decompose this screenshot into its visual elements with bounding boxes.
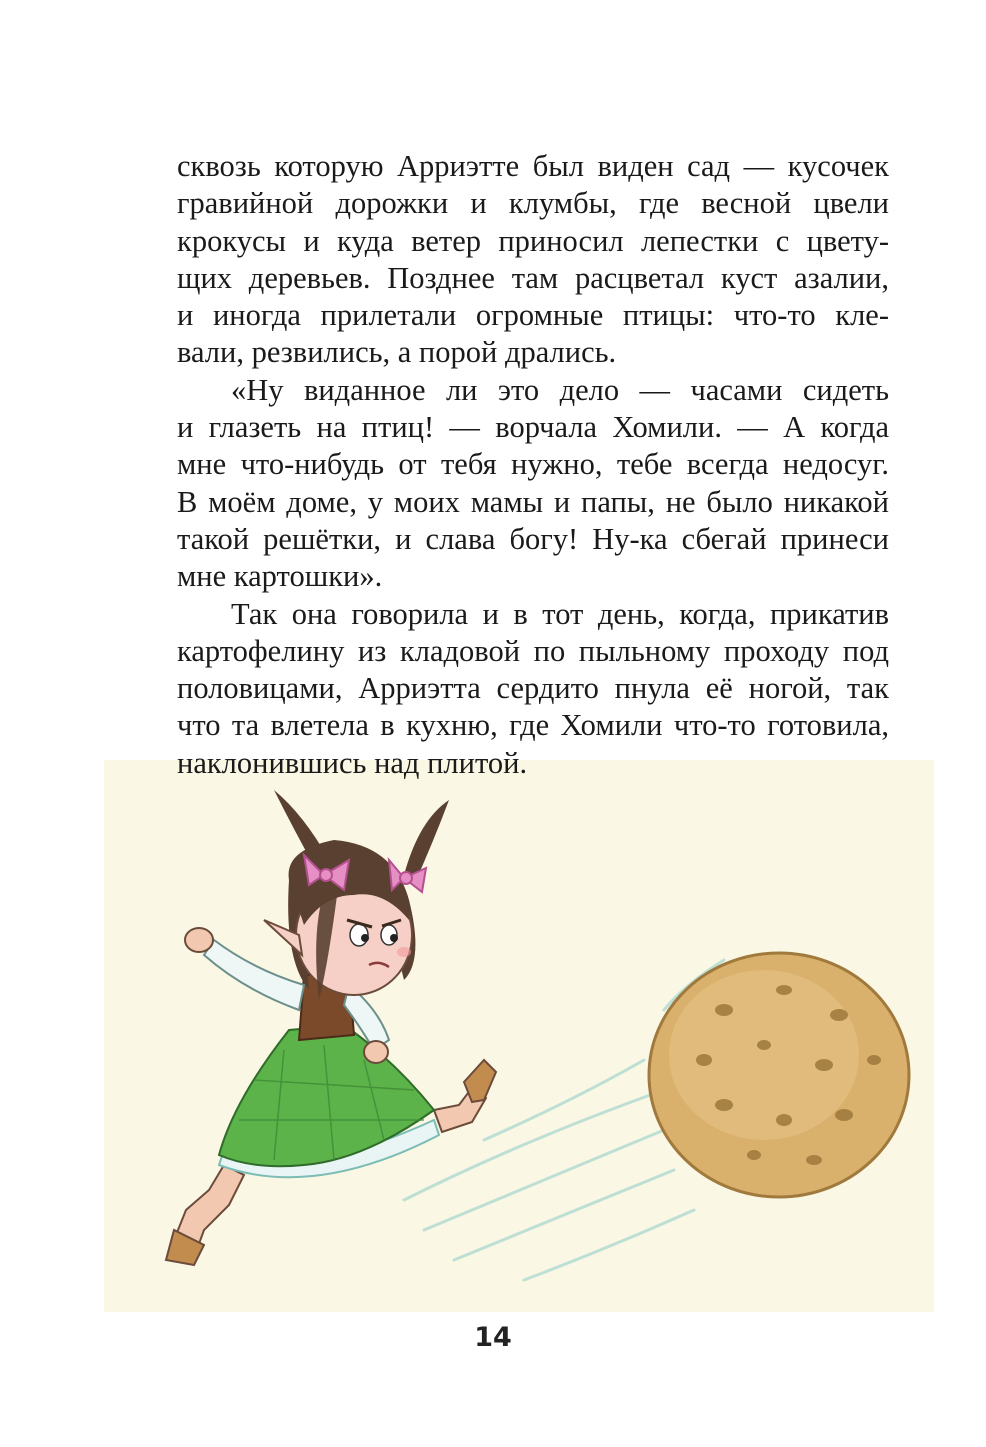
girl-arriety xyxy=(166,790,496,1265)
text-line: наклонившись над плитой. xyxy=(177,745,528,780)
text-line: такой решётки, и слава богу! Ну-ка сбегай принеси xyxy=(177,521,889,556)
text-line: щих деревьев. Позднее там расцветал куст азалии, xyxy=(177,260,889,295)
text-line: крокусы и куда ветер приносил лепестки с цвету- xyxy=(177,223,889,258)
text-line: и глазеть на птиц! — ворчала Хомили. — А когда xyxy=(177,410,889,445)
body-text xyxy=(177,148,889,782)
illustration-drawing xyxy=(104,760,934,1312)
text-line: гравийной дорожки и клумбы, где весной цвели xyxy=(177,186,889,221)
text-line: и иногда прилетали огромные птицы: что-то кле- xyxy=(177,298,889,333)
text-line: мне картошки». xyxy=(177,559,383,594)
text-line: половицами, Арриэтта сердито пнула её ногой, так xyxy=(177,671,889,706)
text-line: «Ну виданное ли это дело — часами сидеть xyxy=(231,372,889,407)
potato xyxy=(649,953,909,1197)
page-number: 14 xyxy=(474,1322,512,1353)
text-line: картофелину из кладовой по пыльному проходу под xyxy=(177,633,889,668)
text-line: сквозь которую Арриэтте был виден сад — кусочек xyxy=(177,149,889,183)
text-line: вали, резвились, а порой дрались. xyxy=(177,335,617,370)
illustration-girl-kicking-potato xyxy=(104,760,934,1312)
text-line: мне что-нибудь от тебя нужно, тебе всегда недосуг. xyxy=(177,447,889,482)
text-line: что та влетела в кухню, где Хомили что-то готовила, xyxy=(177,708,889,743)
text-line: Так она говорила и в тот день, когда, прикатив xyxy=(231,596,889,631)
text-line: В моём доме, у моих мамы и папы, не было никакой xyxy=(177,484,889,519)
